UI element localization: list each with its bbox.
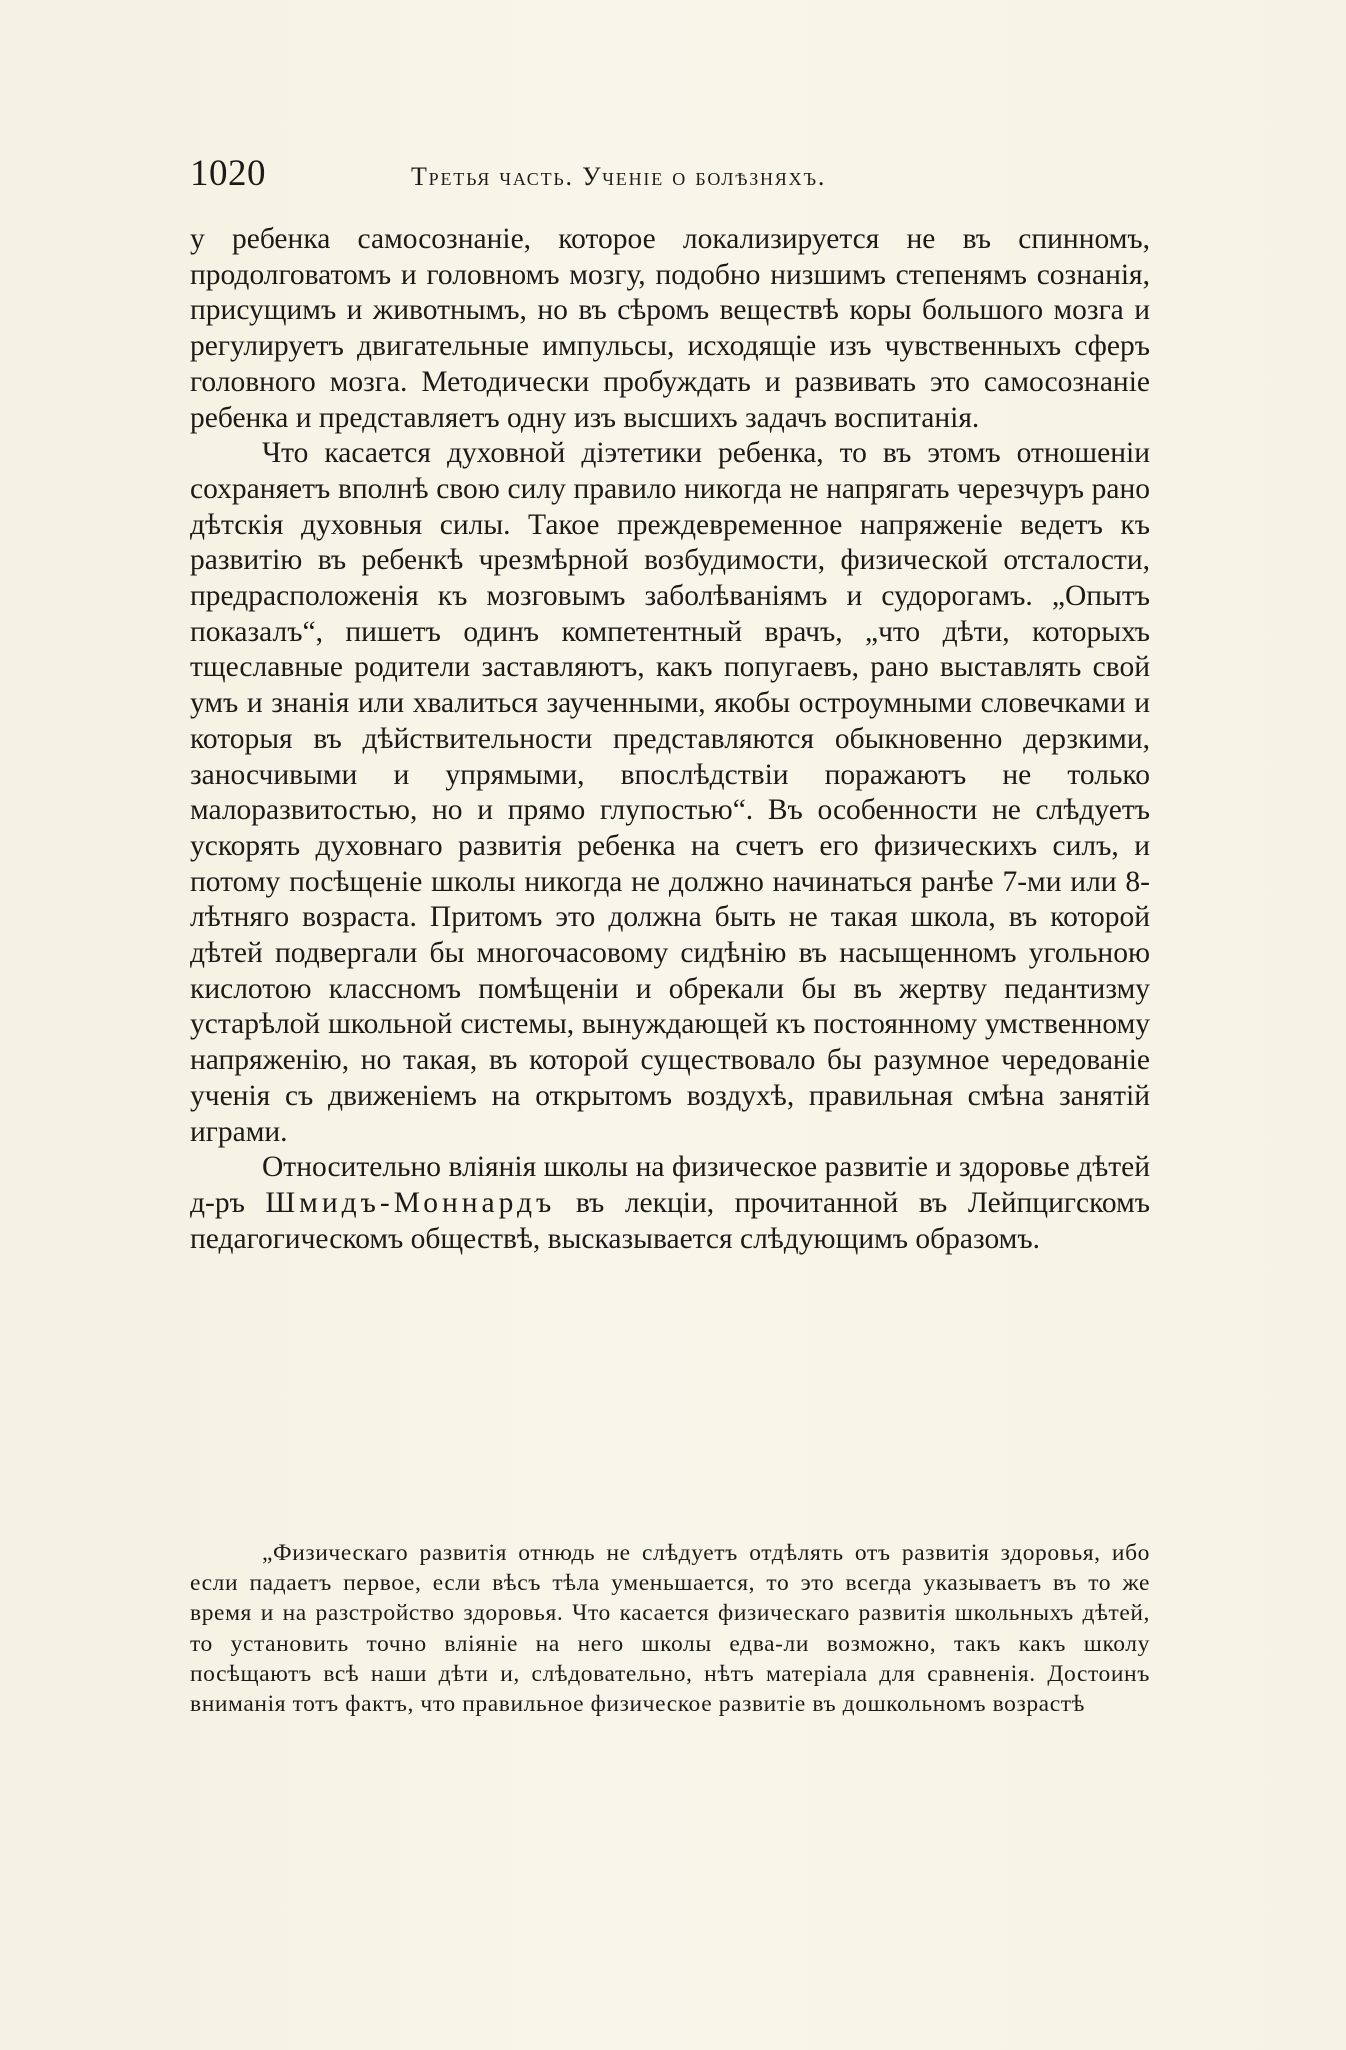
body-text: [190, 222, 1150, 1257]
running-head: Третья часть. Ученіе о болѣзняхъ.: [411, 162, 827, 191]
quote-text: „Физическаго развитія отнюдь не слѣдуетъ отдѣлять отъ развитія здоровья, ибо если падаетъ первое, если вѣсъ тѣла уменьшается, то это всегда указываетъ въ то же время и на разстройство здоровья. Что касается физическаго развитія школьныхъ дѣтей, то установить точно вліяніе на него школы едва-ли возможно, такъ какъ школу посѣщаютъ всѣ наши дѣти и, слѣдовательно, нѣтъ матеріала для сравненія. Достоинъ вниманія тотъ фактъ, что правильное физическое развитіе въ дошкольномъ возрастѣ: [190, 1540, 1150, 1718]
paragraph-3-start: Относительно вліянія школы на физическое развитіе и здоровье дѣтей д-ръ: [190, 1151, 1150, 1219]
author-name: Шмидъ-Моннардъ: [265, 1186, 556, 1219]
page-number: 1020: [190, 153, 266, 194]
page-header: [190, 152, 1140, 198]
paragraph-3-end: въ лекціи, прочитанной въ Лейпцигскомъ педагогическомъ обществѣ, высказывается слѣдующимъ образомъ.: [190, 1186, 1151, 1255]
paragraph-3: [190, 1150, 1150, 1257]
paragraph-1: у ребенка самосознаніе, которое локализируется не въ спинномъ, продолговатомъ и головномъ мозгу, подобно низшимъ степенямъ сознанія, присущимъ и животнымъ, но въ сѣромъ веществѣ коры большого мозга и регулируетъ двигательные импульсы, исходящіе изъ чувственныхъ сферъ головного мозга. Методически пробуждать и развивать это самосознаніе ребенка и представляетъ одну изъ высшихъ задачъ воспитанія.: [190, 223, 1150, 434]
quotation: [190, 1538, 1150, 1719]
paragraph-2: Что касается духовной діэтетики ребенка, то въ этомъ отношеніи сохраняетъ вполнѣ свою силу правило никогда не напрягать черезчуръ рано дѣтскія духовныя силы. Такое преждевременное напряженіе ведетъ къ развитію въ ребенкѣ чрезмѣрной возбудимости, физической отсталости, предрасположенія къ мозговымъ заболѣваніямъ и судорогамъ. „Опытъ показалъ“, пишетъ одинъ компетентный врачъ, „что дѣти, которыхъ тщеславные родители заставляютъ, какъ попугаевъ, рано выставлять свой умъ и знанія или хвалиться заученными, якобы остроумными словечками и которыя въ дѣйствительности представляются обыкновенно дерзкими, заносчивыми и упрямыми, впослѣдствіи поражаютъ не только малоразвитостью, но и прямо глупостью“. Въ особенности не слѣдуетъ ускорять духовнаго развитія ребенка на счетъ его физическихъ силъ, и потому посѣщеніе школы никогда не должно начинаться ранѣе 7-ми или 8-лѣтняго возраста. Притомъ это должна быть не такая школа, въ которой дѣтей подвергали бы многочасовому сидѣнію въ насыщенномъ угольною кислотою классномъ помѣщеніи и обрекали бы въ жертву педантизму устарѣлой школьной системы, вынуждающей къ постоянному умственному напряженію, но такая, въ которой существовало бы разумное чередованіе ученія съ движеніемъ на открытомъ воздухѣ, правильная смѣна занятій играми.: [190, 437, 1150, 1148]
